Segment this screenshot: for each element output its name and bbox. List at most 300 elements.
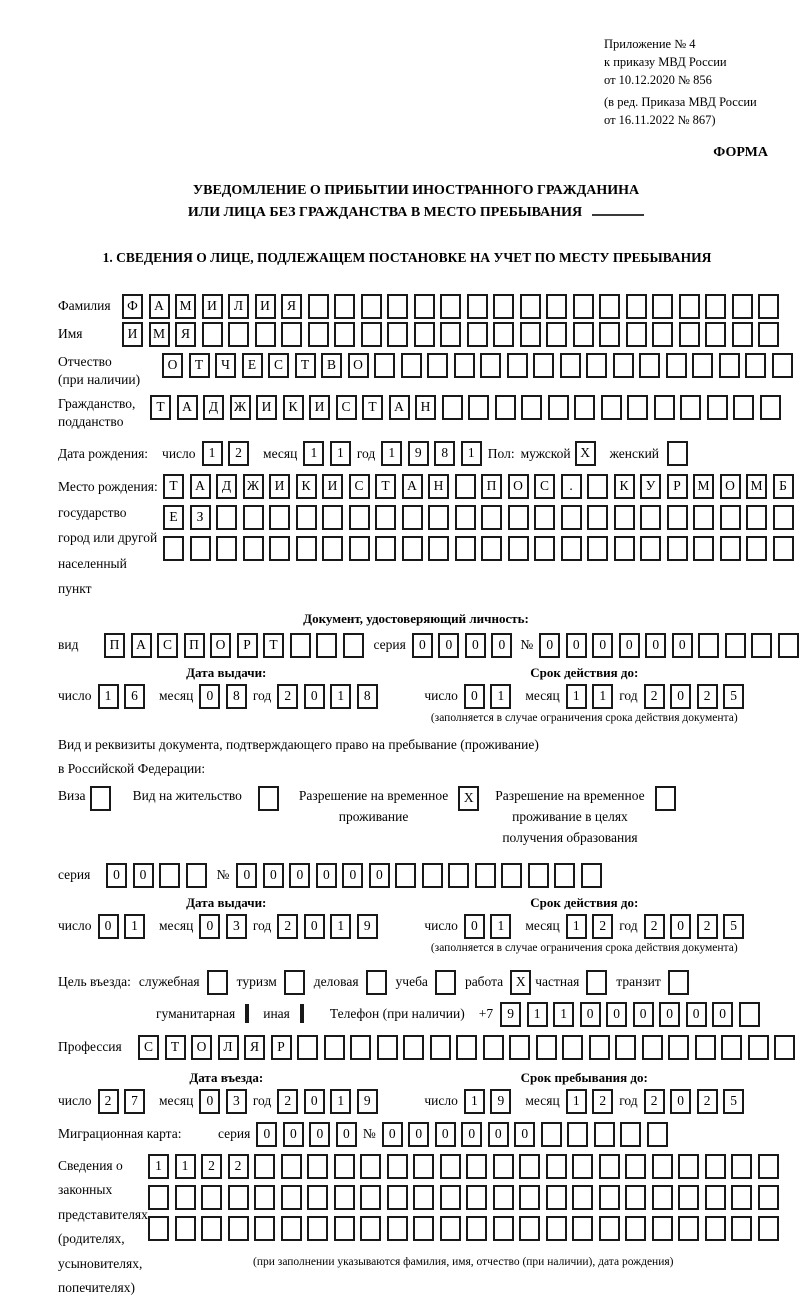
char-cell[interactable]: 2 [277, 684, 298, 709]
char-cell[interactable] [666, 353, 687, 378]
char-cell[interactable] [626, 322, 647, 347]
char-cell[interactable]: Я [281, 294, 302, 319]
char-cell[interactable] [349, 536, 370, 561]
char-cell[interactable] [599, 322, 620, 347]
char-cell[interactable] [493, 1154, 514, 1179]
char-cell[interactable] [387, 1216, 408, 1241]
char-cell[interactable] [375, 536, 396, 561]
char-cell[interactable]: О [191, 1035, 212, 1060]
char-cell[interactable] [281, 1185, 302, 1210]
char-cell[interactable] [254, 1216, 275, 1241]
char-cell[interactable] [307, 1154, 328, 1179]
char-cell[interactable]: Н [428, 474, 449, 499]
char-cell[interactable] [746, 505, 767, 530]
char-cell[interactable]: 0 [289, 863, 310, 888]
char-cell[interactable] [679, 294, 700, 319]
char-cell[interactable] [693, 505, 714, 530]
char-cell[interactable]: . [561, 474, 582, 499]
char-cell[interactable] [349, 505, 370, 530]
char-cell[interactable] [307, 1185, 328, 1210]
char-cell[interactable] [387, 1185, 408, 1210]
char-cell[interactable]: 0 [283, 1122, 304, 1147]
residence-permit-checkbox[interactable] [258, 786, 279, 811]
char-cell[interactable] [440, 294, 461, 319]
char-cell[interactable] [626, 294, 647, 319]
char-cell[interactable] [361, 322, 382, 347]
char-cell[interactable] [732, 322, 753, 347]
char-cell[interactable] [255, 322, 276, 347]
char-cell[interactable]: Т [150, 395, 171, 420]
char-cell[interactable]: У [640, 474, 661, 499]
char-cell[interactable] [387, 322, 408, 347]
char-cell[interactable] [572, 1216, 593, 1241]
char-cell[interactable]: И [269, 474, 290, 499]
char-cell[interactable] [698, 633, 719, 658]
char-cell[interactable]: 9 [357, 914, 378, 939]
char-cell[interactable] [481, 505, 502, 530]
char-cell[interactable] [772, 353, 793, 378]
char-cell[interactable]: А [177, 395, 198, 420]
char-cell[interactable]: Д [203, 395, 224, 420]
char-cell[interactable] [440, 1154, 461, 1179]
char-cell[interactable]: 0 [342, 863, 363, 888]
char-cell[interactable] [159, 863, 180, 888]
char-cell[interactable] [625, 1185, 646, 1210]
char-cell[interactable] [725, 633, 746, 658]
char-cell[interactable]: 0 [408, 1122, 429, 1147]
char-cell[interactable] [448, 863, 469, 888]
char-cell[interactable]: И [255, 294, 276, 319]
char-cell[interactable] [375, 505, 396, 530]
char-cell[interactable]: 1 [490, 914, 511, 939]
char-cell[interactable] [758, 294, 779, 319]
char-cell[interactable]: 1 [330, 1089, 351, 1114]
char-cell[interactable] [654, 395, 675, 420]
char-cell[interactable]: Д [216, 474, 237, 499]
temp-residence-edu-checkbox[interactable] [655, 786, 676, 811]
char-cell[interactable] [678, 1154, 699, 1179]
char-cell[interactable] [679, 322, 700, 347]
char-cell[interactable] [707, 395, 728, 420]
char-cell[interactable] [745, 353, 766, 378]
char-cell[interactable] [758, 1154, 779, 1179]
char-cell[interactable]: К [614, 474, 635, 499]
char-cell[interactable] [308, 322, 329, 347]
char-cell[interactable] [307, 1216, 328, 1241]
char-cell[interactable]: 0 [464, 684, 485, 709]
char-cell[interactable] [480, 353, 501, 378]
char-cell[interactable] [546, 1216, 567, 1241]
char-cell[interactable]: 1 [175, 1154, 196, 1179]
char-cell[interactable] [175, 1216, 196, 1241]
char-cell[interactable] [413, 1154, 434, 1179]
char-cell[interactable] [466, 1185, 487, 1210]
char-cell[interactable]: 0 [580, 1002, 601, 1027]
char-cell[interactable]: З [190, 505, 211, 530]
char-cell[interactable] [507, 353, 528, 378]
char-cell[interactable] [534, 536, 555, 561]
char-cell[interactable] [573, 322, 594, 347]
char-cell[interactable] [228, 1185, 249, 1210]
char-cell[interactable]: 0 [304, 1089, 325, 1114]
char-cell[interactable] [455, 505, 476, 530]
char-cell[interactable] [519, 1185, 540, 1210]
char-cell[interactable] [652, 1154, 673, 1179]
char-cell[interactable] [599, 1216, 620, 1241]
char-cell[interactable] [746, 536, 767, 561]
char-cell[interactable]: Н [415, 395, 436, 420]
char-cell[interactable] [455, 536, 476, 561]
char-cell[interactable] [647, 1122, 668, 1147]
char-cell[interactable] [705, 294, 726, 319]
char-cell[interactable]: 1 [381, 441, 402, 466]
char-cell[interactable] [163, 536, 184, 561]
char-cell[interactable]: 0 [236, 863, 257, 888]
char-cell[interactable] [481, 536, 502, 561]
char-cell[interactable]: 0 [438, 633, 459, 658]
char-cell[interactable]: 9 [500, 1002, 521, 1027]
char-cell[interactable] [652, 322, 673, 347]
char-cell[interactable] [614, 536, 635, 561]
char-cell[interactable]: Т [375, 474, 396, 499]
char-cell[interactable]: 0 [592, 633, 613, 658]
char-cell[interactable] [201, 1185, 222, 1210]
char-cell[interactable]: Л [218, 1035, 239, 1060]
char-cell[interactable]: А [402, 474, 423, 499]
char-cell[interactable]: Е [242, 353, 263, 378]
char-cell[interactable]: Т [165, 1035, 186, 1060]
char-cell[interactable]: М [746, 474, 767, 499]
char-cell[interactable]: 1 [303, 441, 324, 466]
char-cell[interactable] [254, 1185, 275, 1210]
char-cell[interactable] [422, 863, 443, 888]
char-cell[interactable] [534, 505, 555, 530]
char-cell[interactable] [692, 353, 713, 378]
char-cell[interactable]: 2 [592, 1089, 613, 1114]
char-cell[interactable]: 2 [592, 914, 613, 939]
purpose-official-checkbox[interactable] [207, 970, 228, 995]
char-cell[interactable]: 2 [644, 684, 665, 709]
char-cell[interactable] [281, 1154, 302, 1179]
char-cell[interactable]: 0 [659, 1002, 680, 1027]
char-cell[interactable]: 3 [226, 914, 247, 939]
char-cell[interactable]: 2 [697, 914, 718, 939]
char-cell[interactable] [413, 1185, 434, 1210]
char-cell[interactable]: 0 [98, 914, 119, 939]
char-cell[interactable]: 7 [124, 1089, 145, 1114]
purpose-study-checkbox[interactable] [435, 970, 456, 995]
char-cell[interactable] [520, 294, 541, 319]
char-cell[interactable] [615, 1035, 636, 1060]
char-cell[interactable] [760, 395, 781, 420]
purpose-tourism-checkbox[interactable] [284, 970, 305, 995]
char-cell[interactable]: 0 [619, 633, 640, 658]
char-cell[interactable]: И [256, 395, 277, 420]
char-cell[interactable] [731, 1154, 752, 1179]
char-cell[interactable] [541, 1122, 562, 1147]
char-cell[interactable]: 0 [309, 1122, 330, 1147]
char-cell[interactable] [627, 395, 648, 420]
char-cell[interactable] [324, 1035, 345, 1060]
char-cell[interactable]: 1 [566, 914, 587, 939]
char-cell[interactable] [733, 395, 754, 420]
char-cell[interactable] [546, 294, 567, 319]
char-cell[interactable] [493, 322, 514, 347]
char-cell[interactable] [567, 1122, 588, 1147]
char-cell[interactable] [678, 1216, 699, 1241]
char-cell[interactable] [493, 294, 514, 319]
char-cell[interactable] [548, 395, 569, 420]
char-cell[interactable] [201, 1216, 222, 1241]
char-cell[interactable] [587, 505, 608, 530]
purpose-business-checkbox[interactable] [366, 970, 387, 995]
char-cell[interactable] [308, 294, 329, 319]
char-cell[interactable] [343, 633, 364, 658]
char-cell[interactable]: 2 [228, 1154, 249, 1179]
char-cell[interactable]: Р [237, 633, 258, 658]
char-cell[interactable] [428, 536, 449, 561]
char-cell[interactable] [758, 1216, 779, 1241]
char-cell[interactable] [572, 1185, 593, 1210]
char-cell[interactable] [667, 536, 688, 561]
char-cell[interactable]: 1 [330, 684, 351, 709]
char-cell[interactable] [720, 505, 741, 530]
char-cell[interactable] [508, 505, 529, 530]
char-cell[interactable] [719, 353, 740, 378]
char-cell[interactable] [334, 322, 355, 347]
char-cell[interactable] [228, 1216, 249, 1241]
char-cell[interactable]: П [184, 633, 205, 658]
char-cell[interactable]: А [149, 294, 170, 319]
char-cell[interactable] [467, 294, 488, 319]
char-cell[interactable] [148, 1216, 169, 1241]
char-cell[interactable]: 8 [434, 441, 455, 466]
char-cell[interactable] [202, 322, 223, 347]
sex-female-checkbox[interactable] [667, 441, 688, 466]
char-cell[interactable]: 0 [369, 863, 390, 888]
char-cell[interactable] [574, 395, 595, 420]
char-cell[interactable] [720, 536, 741, 561]
char-cell[interactable]: 0 [106, 863, 127, 888]
char-cell[interactable]: 0 [514, 1122, 535, 1147]
char-cell[interactable] [440, 1216, 461, 1241]
char-cell[interactable]: 9 [357, 1089, 378, 1114]
char-cell[interactable]: 0 [461, 1122, 482, 1147]
char-cell[interactable]: 0 [712, 1002, 733, 1027]
char-cell[interactable]: Л [228, 294, 249, 319]
char-cell[interactable] [467, 322, 488, 347]
char-cell[interactable]: О [210, 633, 231, 658]
char-cell[interactable] [454, 353, 475, 378]
char-cell[interactable] [667, 505, 688, 530]
char-cell[interactable]: Т [263, 633, 284, 658]
char-cell[interactable] [361, 294, 382, 319]
char-cell[interactable] [678, 1185, 699, 1210]
char-cell[interactable]: 0 [199, 1089, 220, 1114]
char-cell[interactable]: 2 [697, 1089, 718, 1114]
char-cell[interactable] [705, 322, 726, 347]
char-cell[interactable]: Ч [215, 353, 236, 378]
char-cell[interactable] [721, 1035, 742, 1060]
char-cell[interactable]: Т [163, 474, 184, 499]
char-cell[interactable]: 0 [412, 633, 433, 658]
char-cell[interactable] [228, 322, 249, 347]
char-cell[interactable] [508, 536, 529, 561]
char-cell[interactable] [739, 1002, 760, 1027]
char-cell[interactable]: 1 [124, 914, 145, 939]
char-cell[interactable] [642, 1035, 663, 1060]
char-cell[interactable] [387, 294, 408, 319]
char-cell[interactable]: 5 [723, 1089, 744, 1114]
char-cell[interactable] [360, 1216, 381, 1241]
char-cell[interactable] [652, 1185, 673, 1210]
purpose-private-checkbox[interactable] [586, 970, 607, 995]
char-cell[interactable] [533, 353, 554, 378]
char-cell[interactable]: 6 [124, 684, 145, 709]
char-cell[interactable]: К [296, 474, 317, 499]
char-cell[interactable] [468, 395, 489, 420]
char-cell[interactable]: 1 [592, 684, 613, 709]
char-cell[interactable]: А [190, 474, 211, 499]
char-cell[interactable] [334, 294, 355, 319]
char-cell[interactable] [401, 353, 422, 378]
char-cell[interactable] [455, 474, 476, 499]
char-cell[interactable]: 1 [566, 1089, 587, 1114]
char-cell[interactable]: 2 [277, 914, 298, 939]
char-cell[interactable]: 1 [461, 441, 482, 466]
char-cell[interactable] [322, 536, 343, 561]
char-cell[interactable] [483, 1035, 504, 1060]
char-cell[interactable] [427, 353, 448, 378]
char-cell[interactable] [695, 1035, 716, 1060]
char-cell[interactable] [374, 353, 395, 378]
char-cell[interactable] [536, 1035, 557, 1060]
char-cell[interactable] [322, 505, 343, 530]
char-cell[interactable] [561, 536, 582, 561]
char-cell[interactable]: 0 [199, 684, 220, 709]
char-cell[interactable]: 3 [226, 1089, 247, 1114]
char-cell[interactable] [440, 322, 461, 347]
char-cell[interactable] [281, 322, 302, 347]
purpose-other-checkbox[interactable] [300, 1004, 304, 1023]
char-cell[interactable] [546, 1154, 567, 1179]
char-cell[interactable] [402, 505, 423, 530]
char-cell[interactable] [216, 536, 237, 561]
char-cell[interactable] [501, 863, 522, 888]
purpose-transit-checkbox[interactable] [668, 970, 689, 995]
char-cell[interactable]: И [309, 395, 330, 420]
char-cell[interactable] [281, 1216, 302, 1241]
char-cell[interactable] [581, 863, 602, 888]
char-cell[interactable] [751, 633, 772, 658]
char-cell[interactable] [316, 633, 337, 658]
char-cell[interactable] [475, 863, 496, 888]
char-cell[interactable] [560, 353, 581, 378]
char-cell[interactable]: 0 [670, 1089, 691, 1114]
char-cell[interactable] [732, 294, 753, 319]
char-cell[interactable] [773, 536, 794, 561]
char-cell[interactable] [640, 536, 661, 561]
char-cell[interactable] [377, 1035, 398, 1060]
char-cell[interactable] [269, 505, 290, 530]
char-cell[interactable]: С [268, 353, 289, 378]
char-cell[interactable] [243, 536, 264, 561]
char-cell[interactable] [334, 1154, 355, 1179]
char-cell[interactable] [360, 1185, 381, 1210]
char-cell[interactable] [554, 863, 575, 888]
char-cell[interactable] [493, 1216, 514, 1241]
char-cell[interactable]: 2 [201, 1154, 222, 1179]
char-cell[interactable]: Б [773, 474, 794, 499]
char-cell[interactable]: 0 [464, 914, 485, 939]
char-cell[interactable]: Е [163, 505, 184, 530]
char-cell[interactable] [599, 294, 620, 319]
char-cell[interactable] [693, 536, 714, 561]
char-cell[interactable] [334, 1185, 355, 1210]
char-cell[interactable]: М [693, 474, 714, 499]
char-cell[interactable]: Р [271, 1035, 292, 1060]
char-cell[interactable] [290, 633, 311, 658]
char-cell[interactable] [599, 1185, 620, 1210]
char-cell[interactable] [586, 353, 607, 378]
char-cell[interactable] [758, 322, 779, 347]
char-cell[interactable]: 1 [148, 1154, 169, 1179]
char-cell[interactable] [758, 1185, 779, 1210]
char-cell[interactable]: С [157, 633, 178, 658]
char-cell[interactable]: К [283, 395, 304, 420]
char-cell[interactable]: 8 [357, 684, 378, 709]
char-cell[interactable]: 1 [527, 1002, 548, 1027]
char-cell[interactable]: 1 [566, 684, 587, 709]
char-cell[interactable]: 0 [670, 914, 691, 939]
char-cell[interactable]: 0 [645, 633, 666, 658]
char-cell[interactable] [430, 1035, 451, 1060]
char-cell[interactable]: 2 [98, 1089, 119, 1114]
char-cell[interactable]: 1 [330, 914, 351, 939]
char-cell[interactable] [175, 1185, 196, 1210]
char-cell[interactable]: 8 [226, 684, 247, 709]
char-cell[interactable] [562, 1035, 583, 1060]
char-cell[interactable]: С [349, 474, 370, 499]
char-cell[interactable]: Т [362, 395, 383, 420]
char-cell[interactable] [493, 1185, 514, 1210]
char-cell[interactable]: 0 [336, 1122, 357, 1147]
char-cell[interactable] [705, 1185, 726, 1210]
char-cell[interactable] [440, 1185, 461, 1210]
char-cell[interactable]: 0 [539, 633, 560, 658]
char-cell[interactable]: 0 [256, 1122, 277, 1147]
char-cell[interactable]: 0 [633, 1002, 654, 1027]
char-cell[interactable] [614, 505, 635, 530]
char-cell[interactable]: 1 [464, 1089, 485, 1114]
char-cell[interactable] [652, 294, 673, 319]
char-cell[interactable]: 9 [490, 1089, 511, 1114]
char-cell[interactable]: 1 [330, 441, 351, 466]
char-cell[interactable] [466, 1154, 487, 1179]
char-cell[interactable] [509, 1035, 530, 1060]
char-cell[interactable] [360, 1154, 381, 1179]
char-cell[interactable] [387, 1154, 408, 1179]
char-cell[interactable]: О [720, 474, 741, 499]
char-cell[interactable]: 0 [488, 1122, 509, 1147]
char-cell[interactable]: О [348, 353, 369, 378]
char-cell[interactable]: 0 [435, 1122, 456, 1147]
char-cell[interactable] [774, 1035, 795, 1060]
char-cell[interactable]: М [175, 294, 196, 319]
char-cell[interactable] [414, 322, 435, 347]
char-cell[interactable] [296, 536, 317, 561]
char-cell[interactable]: 1 [490, 684, 511, 709]
